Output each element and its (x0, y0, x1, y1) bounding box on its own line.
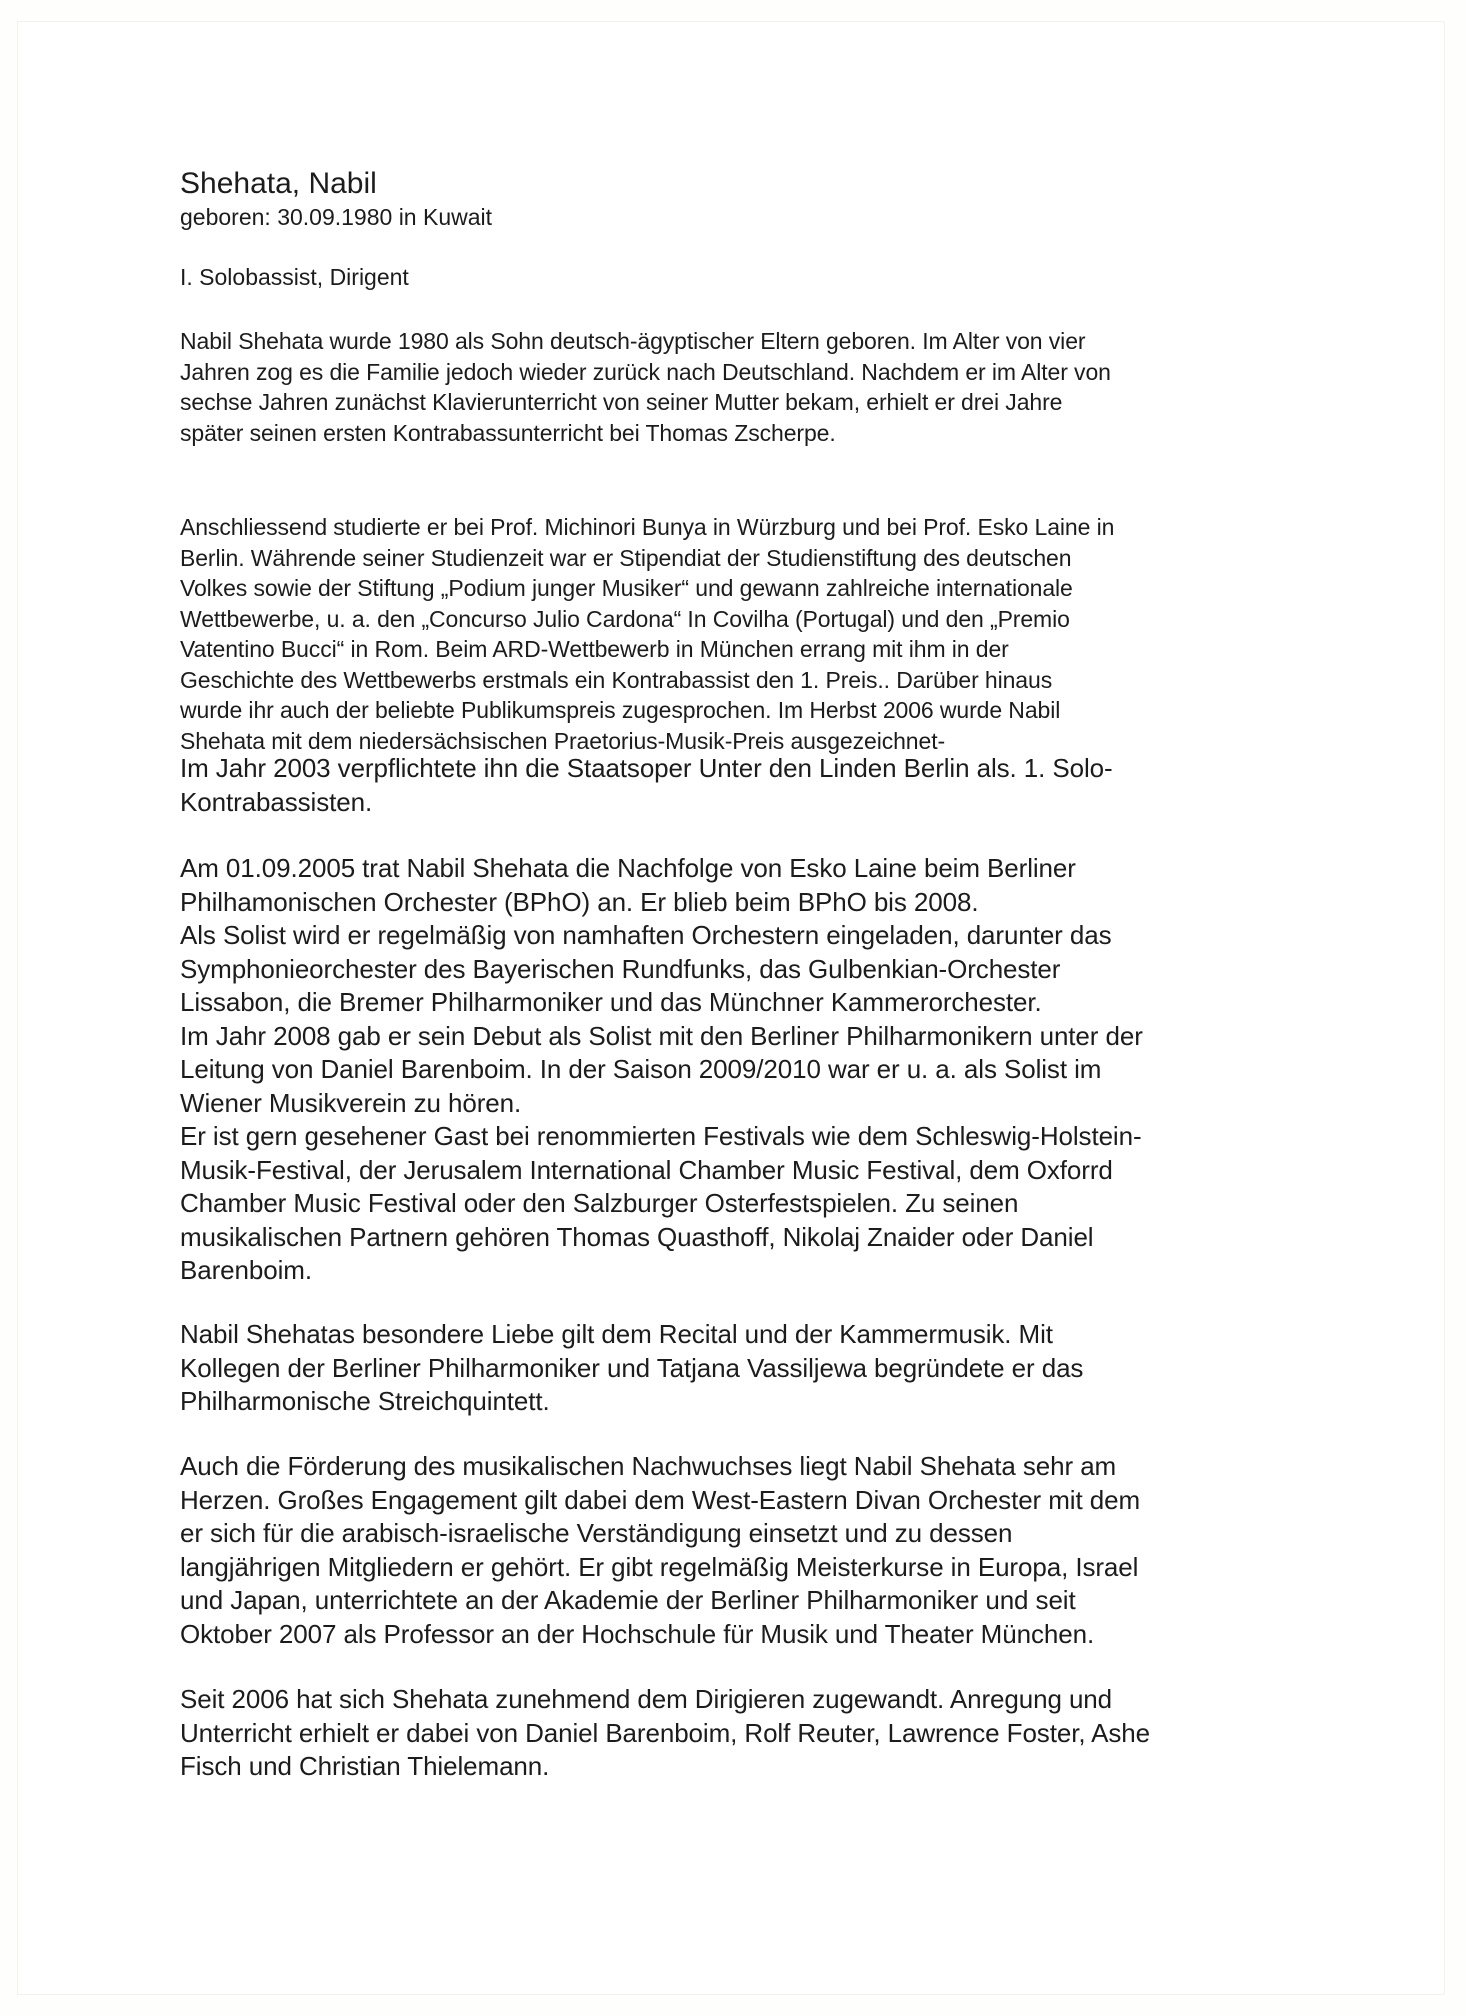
text-line: langjährigen Mitgliedern er gehört. Er gibt regelmäßig Meisterkurse in Europa, Israel (180, 1551, 1139, 1582)
text-line: Jahren zog es die Familie jedoch wieder zurück nach Deutschland. Nachdem er im Alter von (180, 358, 1111, 385)
text-line: sechse Jahren zunächst Klavierunterricht von seiner Mutter bekam, erhielt er drei Jahre (180, 389, 1063, 415)
text-line: Am 01.09.2005 trat Nabil Shehata die Nachfolge von Esko Laine beim Berliner (180, 853, 1076, 883)
text-line: Symphonieorchester des Bayerischen Rundfunks, das Gulbenkian-Orchester (180, 953, 1061, 984)
position-role: I. Solobassist, Dirigent (180, 264, 409, 290)
text-line: Vatentino Bucci“ in Rom. Beim ARD-Wettbewerb in München errang mit ihm in der (180, 636, 1009, 662)
text-line: er sich für die arabisch-israelische Verständigung einsetzt und zu dessen (180, 1518, 1013, 1548)
text-line: Musik-Festival, der Jerusalem International Chamber Music Festival, dem Oxforrd (180, 1154, 1113, 1185)
text-line: Nabil Shehatas besondere Liebe gilt dem Recital und der Kammermusik. Mit (180, 1319, 1053, 1349)
text-line: Chamber Music Festival oder den Salzburger Osterfestspielen. Zu seinen (180, 1188, 1019, 1218)
paragraph-conducting (180, 1683, 1280, 1784)
text-line: Er ist gern gesehener Gast bei renommierten Festivals wie dem Schleswig-Holstein- (180, 1121, 1142, 1151)
text-line: Kollegen der Berliner Philharmoniker und Tatjana Vassiljewa begründete er das (180, 1352, 1084, 1383)
text-line: Kontrabassisten. (180, 786, 373, 817)
paragraph-early-life (180, 326, 1280, 448)
text-line: musikalischen Partnern gehören Thomas Quasthoff, Nikolaj Znaider oder Daniel (180, 1221, 1094, 1252)
paragraph-staatsoper (180, 752, 1280, 819)
text-line: Im Jahr 2008 gab er sein Debut als Solist mit den Berliner Philharmonikern unter der (180, 1020, 1143, 1051)
text-line: Shehata mit dem niedersächsischen Praetorius-Musik-Preis ausgezeichnet- (180, 727, 946, 754)
person-name-title: Shehata, Nabil (180, 167, 377, 200)
text-line: Philhamonischen Orchester (BPhO) an. Er blieb beim BPhO bis 2008. (180, 886, 979, 917)
text-line: und Japan, unterrichtete an der Akademie der Berliner Philharmoniker und seit (180, 1585, 1076, 1615)
text-line: Seit 2006 hat sich Shehata zunehmend dem Dirigieren zugewandt. Anregung und (180, 1684, 1113, 1714)
paragraph-chamber-music (180, 1318, 1280, 1419)
birth-info: geboren: 30.09.1980 in Kuwait (180, 204, 493, 230)
text-line: Berlin. Währende seiner Studienzeit war er Stipendiat der Studienstiftung des deutschen (180, 544, 1072, 571)
text-line: Oktober 2007 als Professor an der Hochschule für Musik und Theater München. (180, 1618, 1095, 1649)
text-line: Lissabon, die Bremer Philharmoniker und das Münchner Kammerorchester. (180, 987, 1042, 1017)
text-line: Herzen. Großes Engagement gilt dabei dem West-Eastern Divan Orchester mit dem (180, 1484, 1141, 1515)
text-line: Leitung von Daniel Barenboim. In der Saison 2009/2010 war er u. a. als Solist im (180, 1054, 1102, 1084)
text-line: Unterricht erhielt er dabei von Daniel Barenboim, Rolf Reuter, Lawrence Foster, Ashe (180, 1717, 1150, 1748)
text-line: später seinen ersten Kontrabassunterricht bei Thomas Zscherpe. (180, 419, 836, 446)
paragraph-studies (180, 512, 1280, 756)
text-line: Volkes sowie der Stiftung „Podium junger Musiker“ und gewann zahlreiche internationale (180, 575, 1073, 601)
paragraph-teaching (180, 1450, 1280, 1651)
text-line: Wiener Musikverein zu hören. (180, 1087, 522, 1118)
text-line: Geschichte des Wettbewerbs erstmals ein Kontrabassist den 1. Preis.. Darüber hinaus (180, 666, 1053, 693)
text-line: Nabil Shehata wurde 1980 als Sohn deutsch-ägyptischer Eltern geboren. Im Alter von vier (180, 328, 1086, 354)
text-line: Fisch und Christian Thielemann. (180, 1751, 550, 1781)
text-line: Als Solist wird er regelmäßig von namhaften Orchestern eingeladen, darunter das (180, 920, 1112, 950)
text-line: Wettbewerbe, u. a. den „Concurso Julio Cardona“ In Covilha (Portugal) und den „Premio (180, 605, 1070, 632)
text-line: Im Jahr 2003 verpflichtete ihn die Staatsoper Unter den Linden Berlin als. 1. Solo- (180, 753, 1113, 783)
text-line: Auch die Förderung des musikalischen Nachwuchses liegt Nabil Shehata sehr am (180, 1451, 1117, 1481)
paragraph-career (180, 852, 1280, 1288)
text-line: wurde ihr auch der beliebte Publikumspreis zugesprochen. Im Herbst 2006 wurde Nabil (180, 697, 1061, 723)
text-line: Anschliessend studierte er bei Prof. Michinori Bunya in Würzburg und bei Prof. Esko Laine in (180, 514, 1115, 540)
text-line: Philharmonische Streichquintett. (180, 1386, 550, 1416)
text-line: Barenboim. (180, 1255, 312, 1285)
